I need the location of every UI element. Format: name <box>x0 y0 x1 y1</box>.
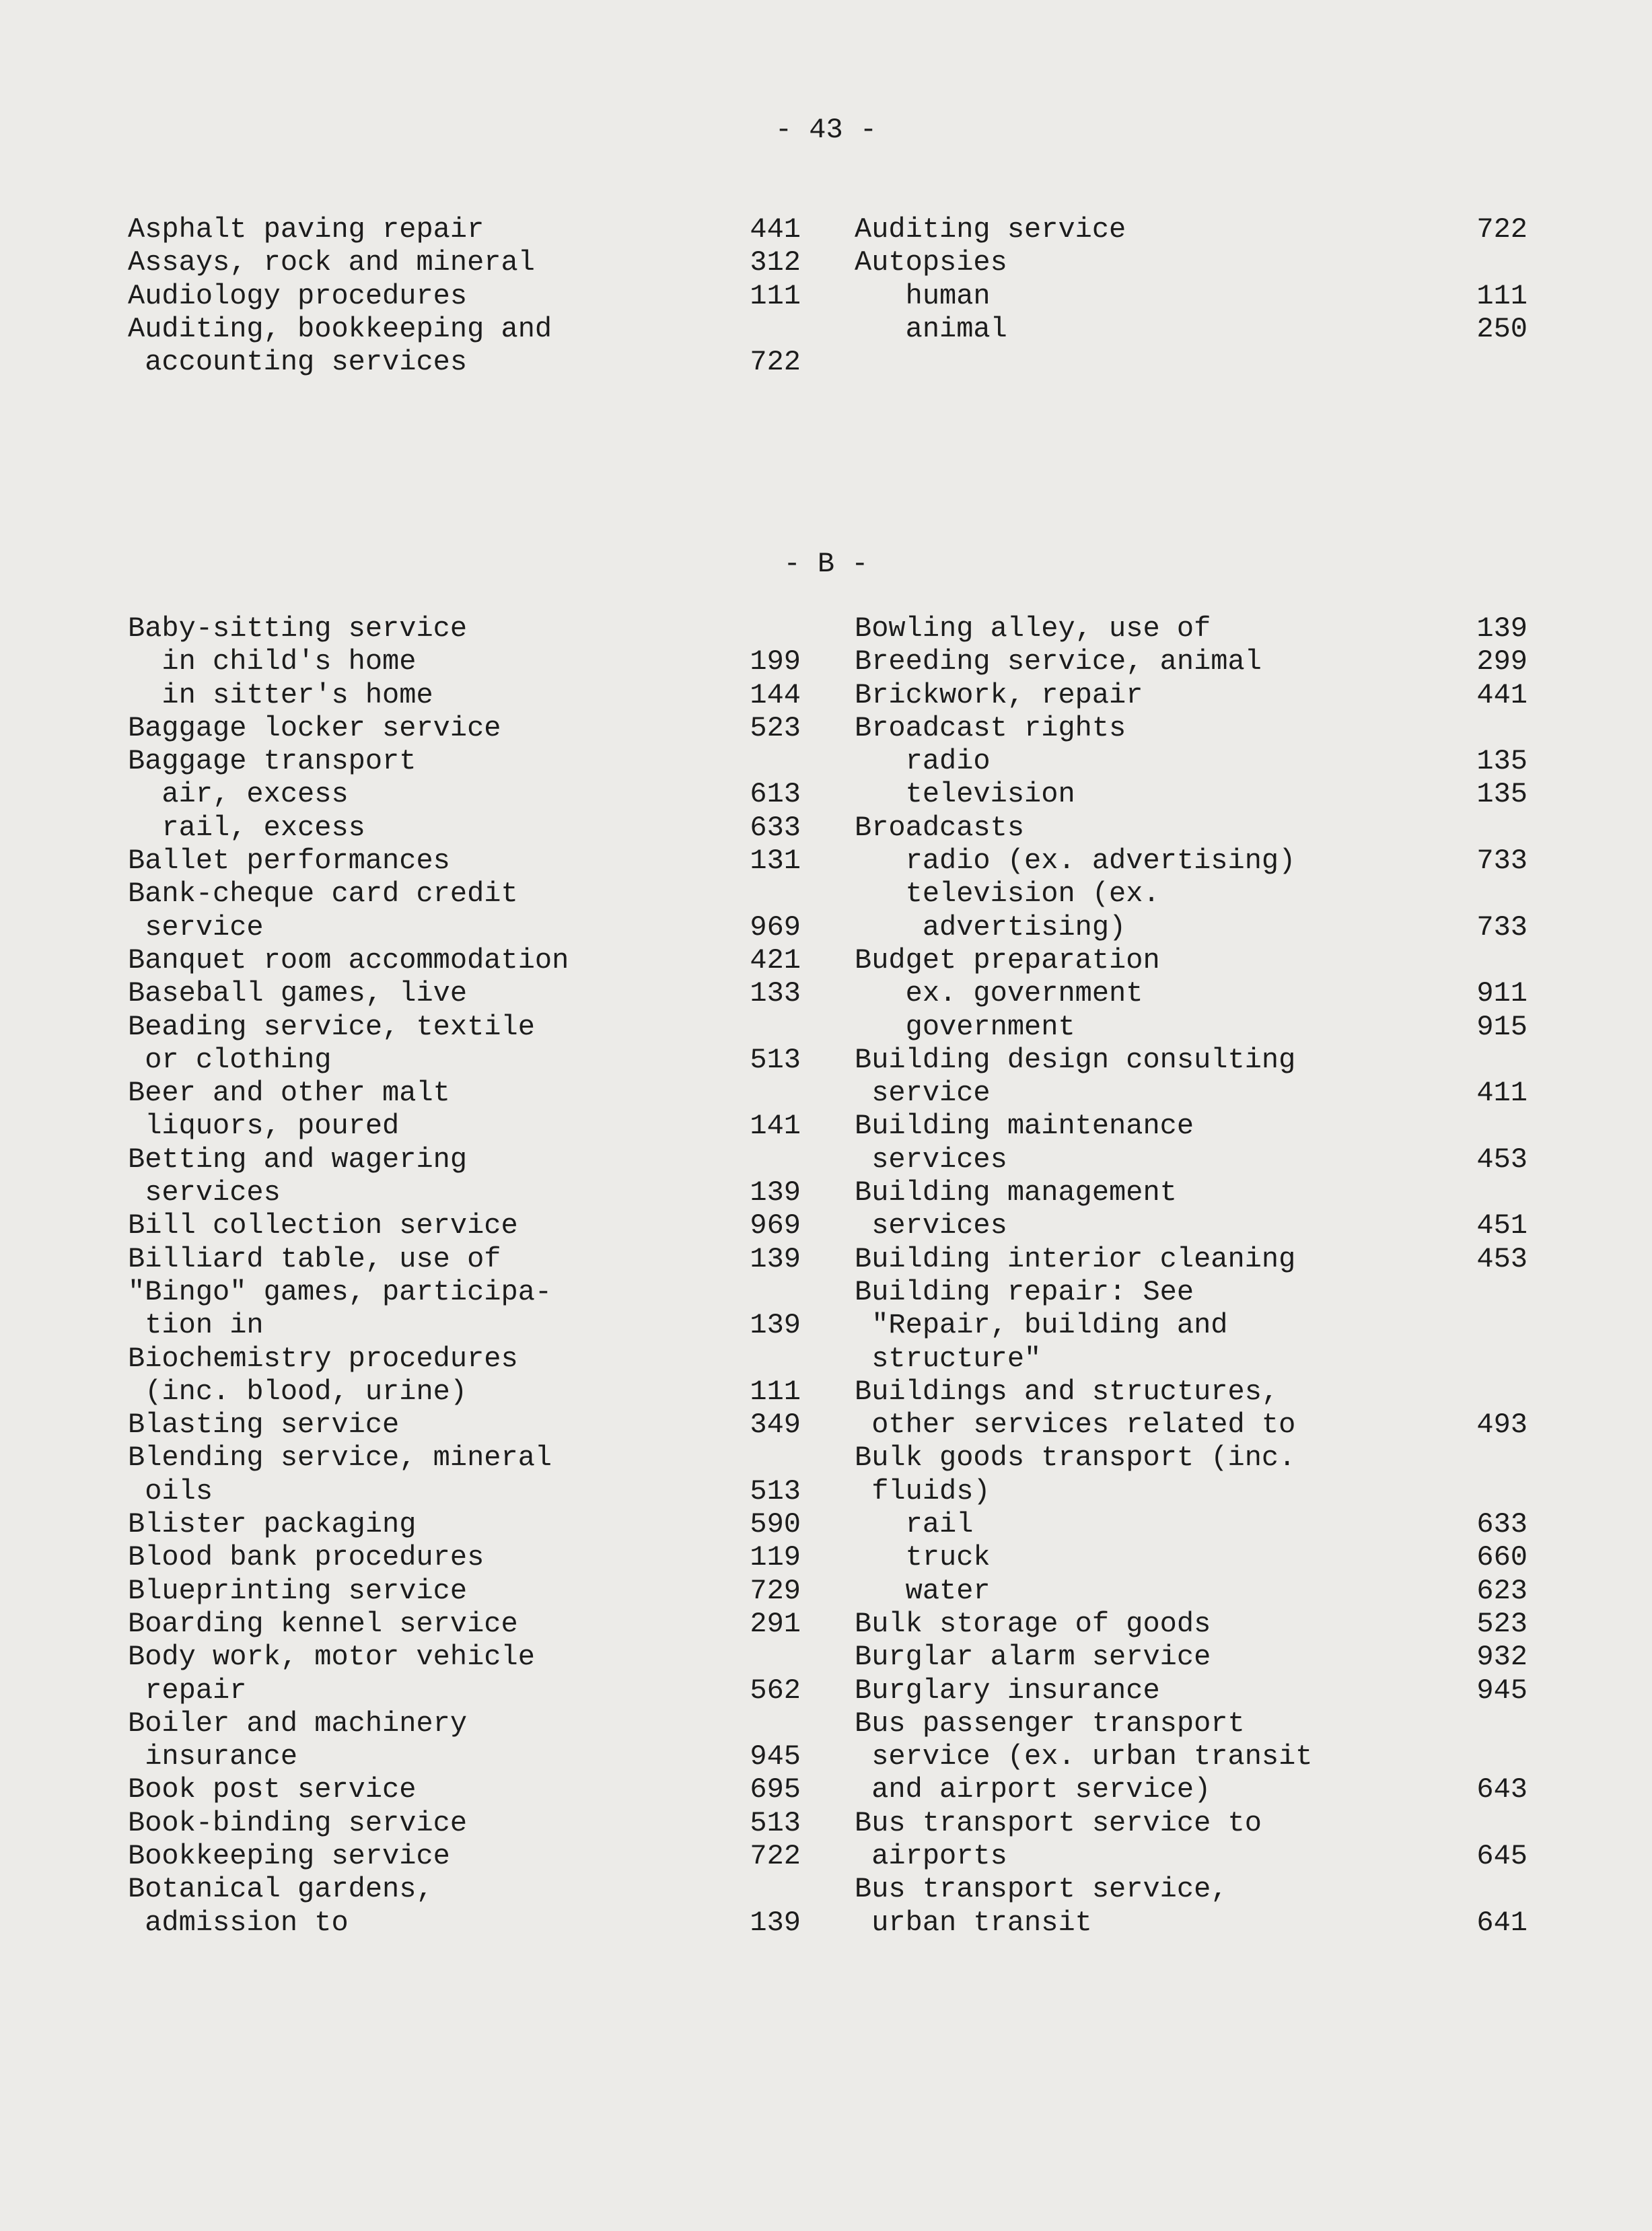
index-code: 199 <box>750 645 801 678</box>
index-term: Brickwork, repair <box>855 678 1143 711</box>
index-code: 144 <box>750 678 801 711</box>
index-term: airports <box>855 1839 1007 1872</box>
b-left-column <box>128 612 801 1940</box>
index-entry <box>855 1077 1528 1110</box>
index-entry <box>128 1409 801 1442</box>
index-entry <box>855 977 1528 1010</box>
index-entry <box>128 280 801 313</box>
index-code: 733 <box>1476 911 1528 944</box>
index-entry <box>855 1508 1528 1541</box>
index-entry <box>128 679 801 712</box>
index-term: Blueprinting service <box>128 1574 468 1607</box>
index-term: Blood bank procedures <box>128 1541 484 1574</box>
index-code: 523 <box>750 711 801 744</box>
index-term: Book-binding service <box>128 1806 468 1839</box>
index-code: 945 <box>750 1740 801 1773</box>
index-code: 250 <box>1476 312 1528 345</box>
index-term: radio <box>855 745 991 778</box>
index-entry <box>855 313 1528 346</box>
index-entry <box>128 911 801 944</box>
index-entry <box>128 1011 801 1044</box>
index-entry <box>128 1376 801 1409</box>
index-term: animal <box>855 312 1007 345</box>
index-entry <box>855 812 1528 845</box>
index-entry <box>128 1840 801 1873</box>
index-entry <box>128 1044 801 1077</box>
index-term: Auditing, bookkeeping and <box>128 312 552 345</box>
index-code: 421 <box>750 944 801 977</box>
index-term: in sitter's home <box>128 678 433 711</box>
index-term: Broadcast rights <box>855 711 1126 744</box>
index-term: Bill collection service <box>128 1209 518 1242</box>
index-code: 513 <box>750 1806 801 1839</box>
index-code: 139 <box>750 1176 801 1209</box>
index-entry <box>128 1442 801 1475</box>
index-entry <box>855 1773 1528 1806</box>
index-entry <box>128 1176 801 1209</box>
index-term: liquors, poured <box>128 1110 400 1143</box>
index-code: 493 <box>1476 1409 1528 1442</box>
index-term: Blasting service <box>128 1409 400 1442</box>
index-entry <box>128 1309 801 1342</box>
index-term: Baby-sitting service <box>128 612 468 645</box>
section-b <box>128 612 1528 1940</box>
index-code: 139 <box>750 1242 801 1275</box>
a-left-column <box>128 213 801 379</box>
index-entry <box>128 977 801 1010</box>
index-term: Book post service <box>128 1773 417 1806</box>
index-entry <box>128 845 801 878</box>
index-entry <box>855 1011 1528 1044</box>
index-entry <box>855 1376 1528 1409</box>
index-term: services <box>855 1143 1007 1176</box>
index-entry <box>855 1209 1528 1242</box>
index-code: 660 <box>1476 1541 1528 1574</box>
index-code: 139 <box>750 1906 801 1939</box>
index-term: service <box>855 1077 991 1110</box>
index-entry <box>855 1840 1528 1873</box>
index-entry <box>128 778 801 811</box>
index-entry <box>855 1409 1528 1442</box>
index-term: Bulk storage of goods <box>855 1607 1211 1640</box>
index-term: structure" <box>855 1342 1042 1375</box>
index-code: 139 <box>750 1309 801 1342</box>
index-code: 441 <box>750 213 801 246</box>
index-entry <box>128 1343 801 1376</box>
index-entry <box>128 313 801 346</box>
page-number: - 43 - <box>775 114 877 146</box>
index-code: 139 <box>1476 612 1528 645</box>
index-code: 111 <box>1476 279 1528 312</box>
index-term: Blister packaging <box>128 1508 417 1541</box>
index-code: 722 <box>1476 213 1528 246</box>
index-entry <box>128 1907 801 1940</box>
index-entry <box>128 944 801 977</box>
index-term: Building design consulting <box>855 1043 1296 1076</box>
index-term: urban transit <box>855 1906 1092 1939</box>
index-entry <box>128 712 801 745</box>
index-entry <box>128 812 801 845</box>
index-term: Breeding service, animal <box>855 645 1262 678</box>
index-term: Banquet room accommodation <box>128 944 569 977</box>
index-term: Autopsies <box>855 246 1007 279</box>
index-term: Biochemistry procedures <box>128 1342 518 1375</box>
index-code: 623 <box>1476 1574 1528 1607</box>
index-term: water <box>855 1574 991 1607</box>
index-term: and airport service) <box>855 1773 1211 1806</box>
index-term: Beading service, textile <box>128 1010 535 1043</box>
index-entry <box>855 1475 1528 1508</box>
index-entry <box>855 679 1528 712</box>
index-term: in child's home <box>128 645 417 678</box>
index-entry <box>128 745 801 778</box>
index-entry <box>855 1707 1528 1740</box>
index-code: 141 <box>750 1110 801 1143</box>
index-term: Ballet performances <box>128 845 450 878</box>
index-term: (inc. blood, urine) <box>128 1375 468 1408</box>
index-entry <box>855 745 1528 778</box>
index-code: 590 <box>750 1508 801 1541</box>
index-entry <box>128 1276 801 1309</box>
index-term: Building management <box>855 1176 1177 1209</box>
index-term: services <box>128 1176 281 1209</box>
b-right-column <box>855 612 1528 1940</box>
index-term: Boarding kennel service <box>128 1607 518 1640</box>
index-entry <box>128 1243 801 1276</box>
index-term: Building repair: See <box>855 1275 1194 1308</box>
index-code: 111 <box>750 279 801 312</box>
index-term: Broadcasts <box>855 811 1025 844</box>
index-entry <box>128 1641 801 1674</box>
index-term: fluids) <box>855 1475 991 1508</box>
index-entry <box>128 1508 801 1541</box>
index-term: Baggage locker service <box>128 711 501 744</box>
index-entry <box>128 1575 801 1608</box>
index-code: 513 <box>750 1043 801 1076</box>
index-entry <box>128 1475 801 1508</box>
index-term: rail <box>855 1508 974 1541</box>
index-entry <box>855 778 1528 811</box>
index-term: Burglary insurance <box>855 1674 1160 1707</box>
index-entry <box>128 246 801 279</box>
index-code: 523 <box>1476 1607 1528 1640</box>
index-term: "Bingo" games, participa- <box>128 1275 552 1308</box>
index-entry <box>128 645 801 678</box>
index-code: 453 <box>1476 1242 1528 1275</box>
index-entry <box>128 1077 801 1110</box>
index-entry <box>855 1807 1528 1840</box>
index-code: 513 <box>750 1475 801 1508</box>
a-right-column <box>855 213 1528 379</box>
index-code: 729 <box>750 1574 801 1607</box>
index-term: Billiard table, use of <box>128 1242 501 1275</box>
index-term: human <box>855 279 991 312</box>
index-term: advertising) <box>855 911 1126 944</box>
index-entry <box>855 1343 1528 1376</box>
index-code: 969 <box>750 1209 801 1242</box>
index-entry <box>855 280 1528 313</box>
index-term: Building interior cleaning <box>855 1242 1296 1275</box>
index-entry <box>128 1740 801 1773</box>
index-code: 411 <box>1476 1077 1528 1110</box>
index-code: 645 <box>1476 1839 1528 1872</box>
index-code: 451 <box>1476 1209 1528 1242</box>
index-term: Botanical gardens, <box>128 1873 433 1906</box>
index-term: Bus transport service, <box>855 1873 1228 1906</box>
index-entry <box>855 1442 1528 1475</box>
index-entry <box>855 944 1528 977</box>
index-term: Bulk goods transport (inc. <box>855 1442 1296 1475</box>
index-entry <box>855 645 1528 678</box>
index-code: 911 <box>1476 977 1528 1010</box>
index-term: Assays, rock and mineral <box>128 246 535 279</box>
index-entry <box>855 1740 1528 1773</box>
index-term: Bookkeeping service <box>128 1839 450 1872</box>
index-entry <box>128 878 801 911</box>
index-term: Buildings and structures, <box>855 1375 1279 1408</box>
index-code: 453 <box>1476 1143 1528 1176</box>
index-term: television <box>855 778 1075 811</box>
index-entry <box>128 1707 801 1740</box>
index-entry <box>128 213 801 246</box>
index-code: 722 <box>750 346 801 379</box>
index-term: Bus transport service to <box>855 1806 1262 1839</box>
index-code: 643 <box>1476 1773 1528 1806</box>
index-term: "Repair, building and <box>855 1309 1228 1342</box>
index-entry <box>855 246 1528 279</box>
index-code: 915 <box>1476 1010 1528 1043</box>
index-code: 695 <box>750 1773 801 1806</box>
index-term: service (ex. urban transit <box>855 1740 1313 1773</box>
index-entry <box>128 1209 801 1242</box>
index-entry <box>855 1110 1528 1143</box>
index-entry <box>128 346 801 379</box>
index-entry <box>855 1541 1528 1574</box>
index-term: Auditing service <box>855 213 1126 246</box>
index-code: 722 <box>750 1839 801 1872</box>
index-term: Body work, motor vehicle <box>128 1641 535 1674</box>
index-entry <box>855 1044 1528 1077</box>
index-entry <box>128 1773 801 1806</box>
index-entry <box>855 1243 1528 1276</box>
index-term: insurance <box>128 1740 298 1773</box>
index-entry <box>128 1541 801 1574</box>
index-entry <box>855 712 1528 745</box>
index-term: Bus passenger transport <box>855 1707 1245 1740</box>
index-term: or clothing <box>128 1043 332 1076</box>
index-term: service <box>128 911 264 944</box>
index-code: 133 <box>750 977 801 1010</box>
index-entry <box>855 1309 1528 1342</box>
section-heading-b: - B - <box>783 548 869 580</box>
index-term: rail, excess <box>128 811 365 844</box>
index-entry <box>855 1641 1528 1674</box>
index-term: Baggage transport <box>128 745 417 778</box>
section-a <box>128 213 1528 379</box>
index-term: tion in <box>128 1309 264 1342</box>
index-code: 299 <box>1476 645 1528 678</box>
index-entry <box>855 1907 1528 1940</box>
index-entry <box>855 612 1528 645</box>
index-code: 969 <box>750 911 801 944</box>
index-term: Betting and wagering <box>128 1143 468 1176</box>
index-term: Beer and other malt <box>128 1077 450 1110</box>
index-entry <box>128 1674 801 1707</box>
index-code: 312 <box>750 246 801 279</box>
index-entry <box>855 213 1528 246</box>
index-entry <box>855 878 1528 911</box>
index-code: 633 <box>750 811 801 844</box>
index-code: 111 <box>750 1375 801 1408</box>
index-term: ex. government <box>855 977 1143 1010</box>
index-code: 641 <box>1476 1906 1528 1939</box>
index-entry <box>855 1873 1528 1906</box>
index-term: oils <box>128 1475 213 1508</box>
index-term: Building maintenance <box>855 1110 1194 1143</box>
index-code: 441 <box>1476 678 1528 711</box>
index-entry <box>855 1276 1528 1309</box>
index-entry <box>855 1608 1528 1641</box>
index-code: 291 <box>750 1607 801 1640</box>
index-term: Burglar alarm service <box>855 1641 1211 1674</box>
index-term: Asphalt paving repair <box>128 213 484 246</box>
index-term: Baseball games, live <box>128 977 468 1010</box>
index-code: 633 <box>1476 1508 1528 1541</box>
index-term: Budget preparation <box>855 944 1160 977</box>
index-code: 945 <box>1476 1674 1528 1707</box>
index-term: other services related to <box>855 1409 1296 1442</box>
index-entry <box>855 1143 1528 1176</box>
index-entry <box>855 1575 1528 1608</box>
index-entry <box>128 612 801 645</box>
index-term: Blending service, mineral <box>128 1442 552 1475</box>
index-term: truck <box>855 1541 991 1574</box>
index-entry <box>128 1873 801 1906</box>
index-code: 135 <box>1476 745 1528 778</box>
index-entry <box>128 1110 801 1143</box>
index-term: admission to <box>128 1906 349 1939</box>
index-term: Bowling alley, use of <box>855 612 1211 645</box>
index-entry <box>128 1608 801 1641</box>
index-term: radio (ex. advertising) <box>855 845 1296 878</box>
index-term: services <box>855 1209 1007 1242</box>
index-code: 613 <box>750 778 801 811</box>
index-term: accounting services <box>128 346 468 379</box>
index-entry <box>855 1674 1528 1707</box>
index-code: 349 <box>750 1409 801 1442</box>
index-entry <box>855 1176 1528 1209</box>
index-term: Audiology procedures <box>128 279 468 312</box>
index-code: 733 <box>1476 845 1528 878</box>
index-code: 119 <box>750 1541 801 1574</box>
index-entry <box>855 911 1528 944</box>
index-term: government <box>855 1010 1075 1043</box>
index-code: 932 <box>1476 1641 1528 1674</box>
index-code: 135 <box>1476 778 1528 811</box>
index-entry <box>128 1143 801 1176</box>
index-term: Bank-cheque card credit <box>128 878 518 911</box>
index-term: air, excess <box>128 778 349 811</box>
index-term: repair <box>128 1674 247 1707</box>
index-entry <box>128 1807 801 1840</box>
index-entry <box>855 845 1528 878</box>
index-term: Boiler and machinery <box>128 1707 468 1740</box>
index-code: 131 <box>750 845 801 878</box>
index-code: 562 <box>750 1674 801 1707</box>
index-term: television (ex. <box>855 878 1160 911</box>
